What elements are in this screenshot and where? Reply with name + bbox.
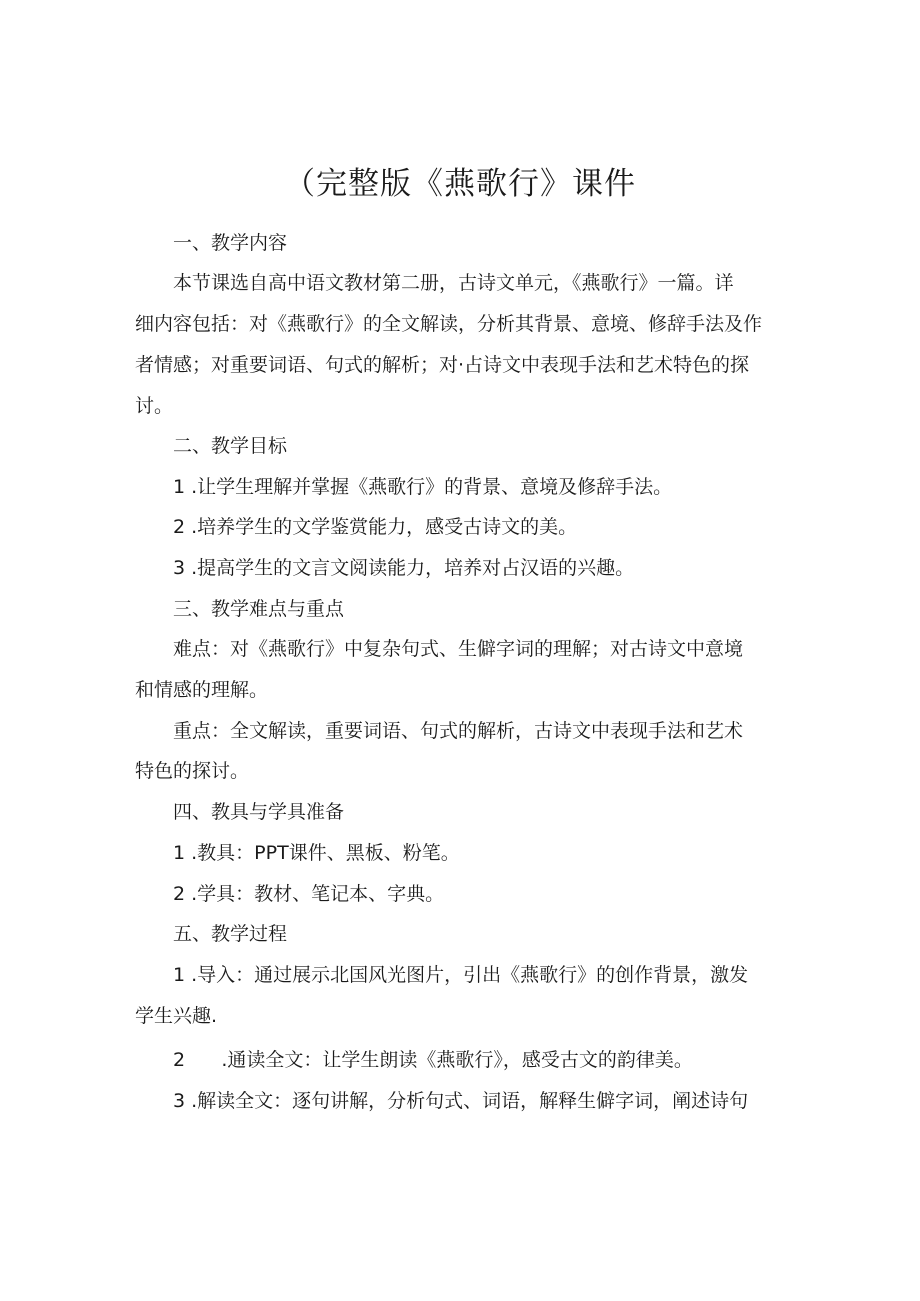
document-title: （完整版《燕歌行》课件 (284, 166, 636, 202)
section-heading-difficulties: 三、教学难点与重点 (173, 598, 345, 620)
paragraph-line: 本节课选自高中语文教材第二册，古诗文单元，《燕歌行》一篇。详 (173, 272, 734, 294)
list-item: 3 .提高学生的文言文阅读能力，培养对占汉语的兴趣。 (173, 557, 635, 579)
paragraph-line: 讨。 (135, 395, 174, 417)
list-item: 2 .通读全文：让学生朗读《燕歌行》，感受古文的韵律美。 (173, 1049, 693, 1071)
list-item: 1 .导入：通过展示北国风光图片，引出《燕歌行》的创作背景，激发 (173, 964, 749, 986)
list-item: 3 .解读全文：逐句讲解，分析句式、词语，解释生僻字词，阐述诗句 (173, 1090, 749, 1112)
paragraph-line: 特色的探讨。 (135, 760, 250, 782)
section-heading-content: 一、教学内容 (173, 232, 288, 254)
paragraph-line: 学生兴趣. (135, 1005, 218, 1027)
list-item: 1 .让学生理解并掌握《燕歌行》的背景、意境及修辞手法。 (173, 476, 673, 498)
paragraph-line: 难点：对《燕歌行》中复杂句式、生僻字词的理解；对古诗文中意境 (173, 638, 744, 660)
list-item: 2 .培养学生的文学鉴赏能力，感受古诗文的美。 (173, 516, 578, 538)
section-heading-goals: 二、教学目标 (173, 435, 288, 457)
paragraph-line: 重点：全文解读，重要词语、句式的解析，古诗文中表现手法和艺术 (173, 720, 744, 742)
list-item: 2 .学具：教材、笔记本、字典。 (173, 883, 445, 905)
list-item: 1 .教具：PPT课件、黑板、粉笔。 (173, 842, 460, 864)
paragraph-line: 者情感；对重要词语、句式的解析；对·占诗文中表现手法和艺术特色的探 (135, 354, 750, 376)
section-heading-process: 五、教学过程 (173, 923, 288, 945)
paragraph-line: 细内容包括：对《燕歌行》的全文解读，分析其背景、意境、修辞手法及作 (135, 313, 763, 335)
section-heading-materials: 四、教具与学具准备 (173, 801, 345, 823)
paragraph-line: 和情感的理解。 (135, 679, 269, 701)
